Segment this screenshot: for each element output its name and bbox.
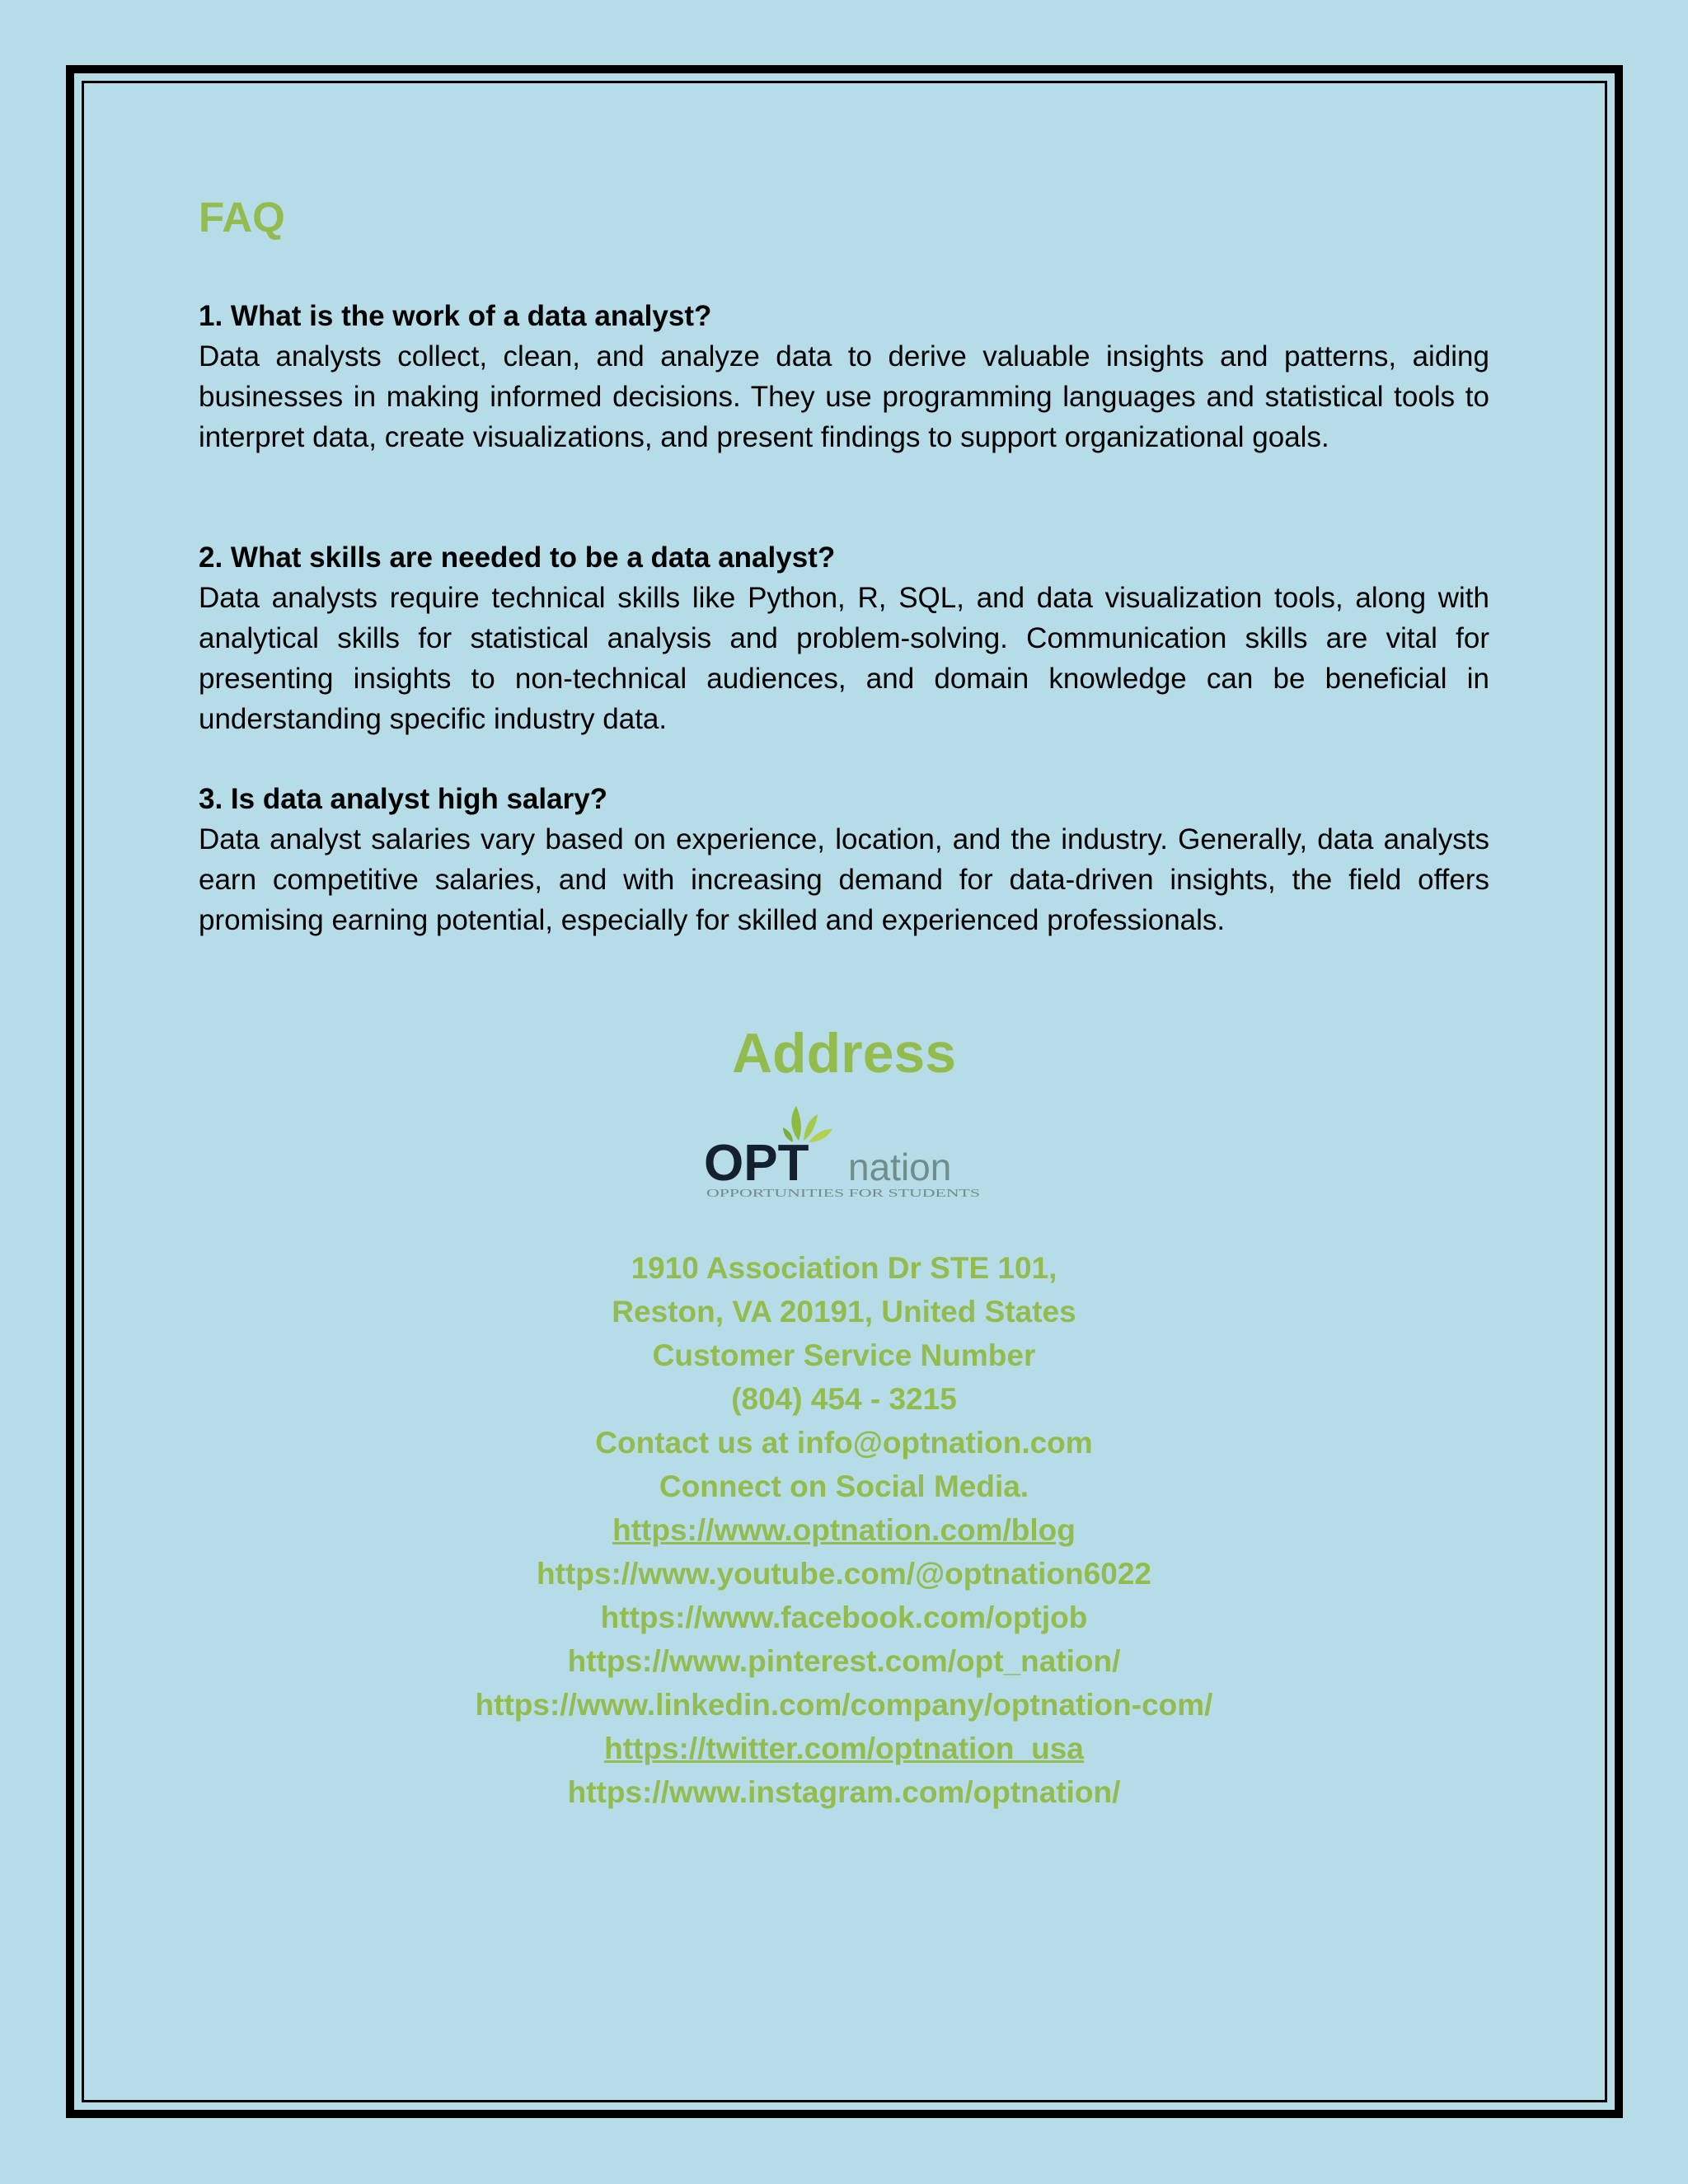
social-label: Connect on Social Media.: [659, 1469, 1029, 1503]
faq-item-3: [199, 779, 1489, 940]
logo-brand-light: nation: [848, 1146, 952, 1188]
contact-info: [199, 1246, 1489, 1814]
address-title: Address: [731, 1022, 957, 1085]
faq-question: 3. Is data analyst high salary?: [199, 783, 608, 815]
link-facebook[interactable]: https://www.facebook.com/optjob: [600, 1601, 1088, 1634]
faq-answer: Data analysts collect, clean, and analyze data to derive valuable insights and patterns, aiding businesses in making informed decisions. They use programming languages and statistical tools to interpret data, create visualizations, and present findings to support organizational goals.: [199, 340, 1489, 453]
faq-title: FAQ: [199, 194, 285, 241]
link-blog[interactable]: https://www.optnation.com/blog: [612, 1513, 1076, 1547]
faq-item-2: [199, 537, 1489, 739]
address-street: 1910 Association Dr STE 101,: [631, 1251, 1057, 1285]
faq-answer: Data analysts require technical skills like Python, R, SQL, and data visualization tools, along with analytical skills for statistical analysis and problem-solving. Communication skills are vital for presenting insights to non-technical audiences, and domain knowledge can be beneficial in understanding specific industry data.: [199, 582, 1489, 735]
address-city: Reston, VA 20191, United States: [612, 1295, 1076, 1329]
contact-email: Contact us at info@optnation.com: [595, 1426, 1093, 1460]
phone-number: (804) 454 - 3215: [731, 1382, 957, 1416]
faq-item-1: [199, 296, 1489, 457]
optnation-logo: [704, 1098, 984, 1201]
faq-answer: Data analyst salaries vary based on experience, location, and the industry. Generally, data analysts earn competitive salaries, and with increasing demand for data-driven insights, the field offers promising earning potential, especially for skilled and experienced professionals.: [199, 823, 1489, 936]
faq-question: 1. What is the work of a data analyst?: [199, 300, 712, 332]
link-twitter[interactable]: https://twitter.com/optnation_usa: [604, 1732, 1084, 1765]
logo-brand-bold: OPT: [704, 1135, 809, 1192]
logo-tagline: OPPORTUNITIES FOR STUDENTS: [706, 1188, 980, 1200]
address-section: [199, 1014, 1489, 1814]
link-pinterest[interactable]: https://www.pinterest.com/opt_nation/: [567, 1644, 1121, 1678]
link-instagram[interactable]: https://www.instagram.com/optnation/: [567, 1775, 1121, 1809]
customer-service-label: Customer Service Number: [652, 1338, 1036, 1372]
link-linkedin[interactable]: https://www.linkedin.com/company/optnation-com/: [475, 1688, 1213, 1722]
faq-question: 2. What skills are needed to be a data analyst?: [199, 541, 836, 574]
link-youtube[interactable]: https://www.youtube.com/@optnation6022: [537, 1557, 1151, 1591]
